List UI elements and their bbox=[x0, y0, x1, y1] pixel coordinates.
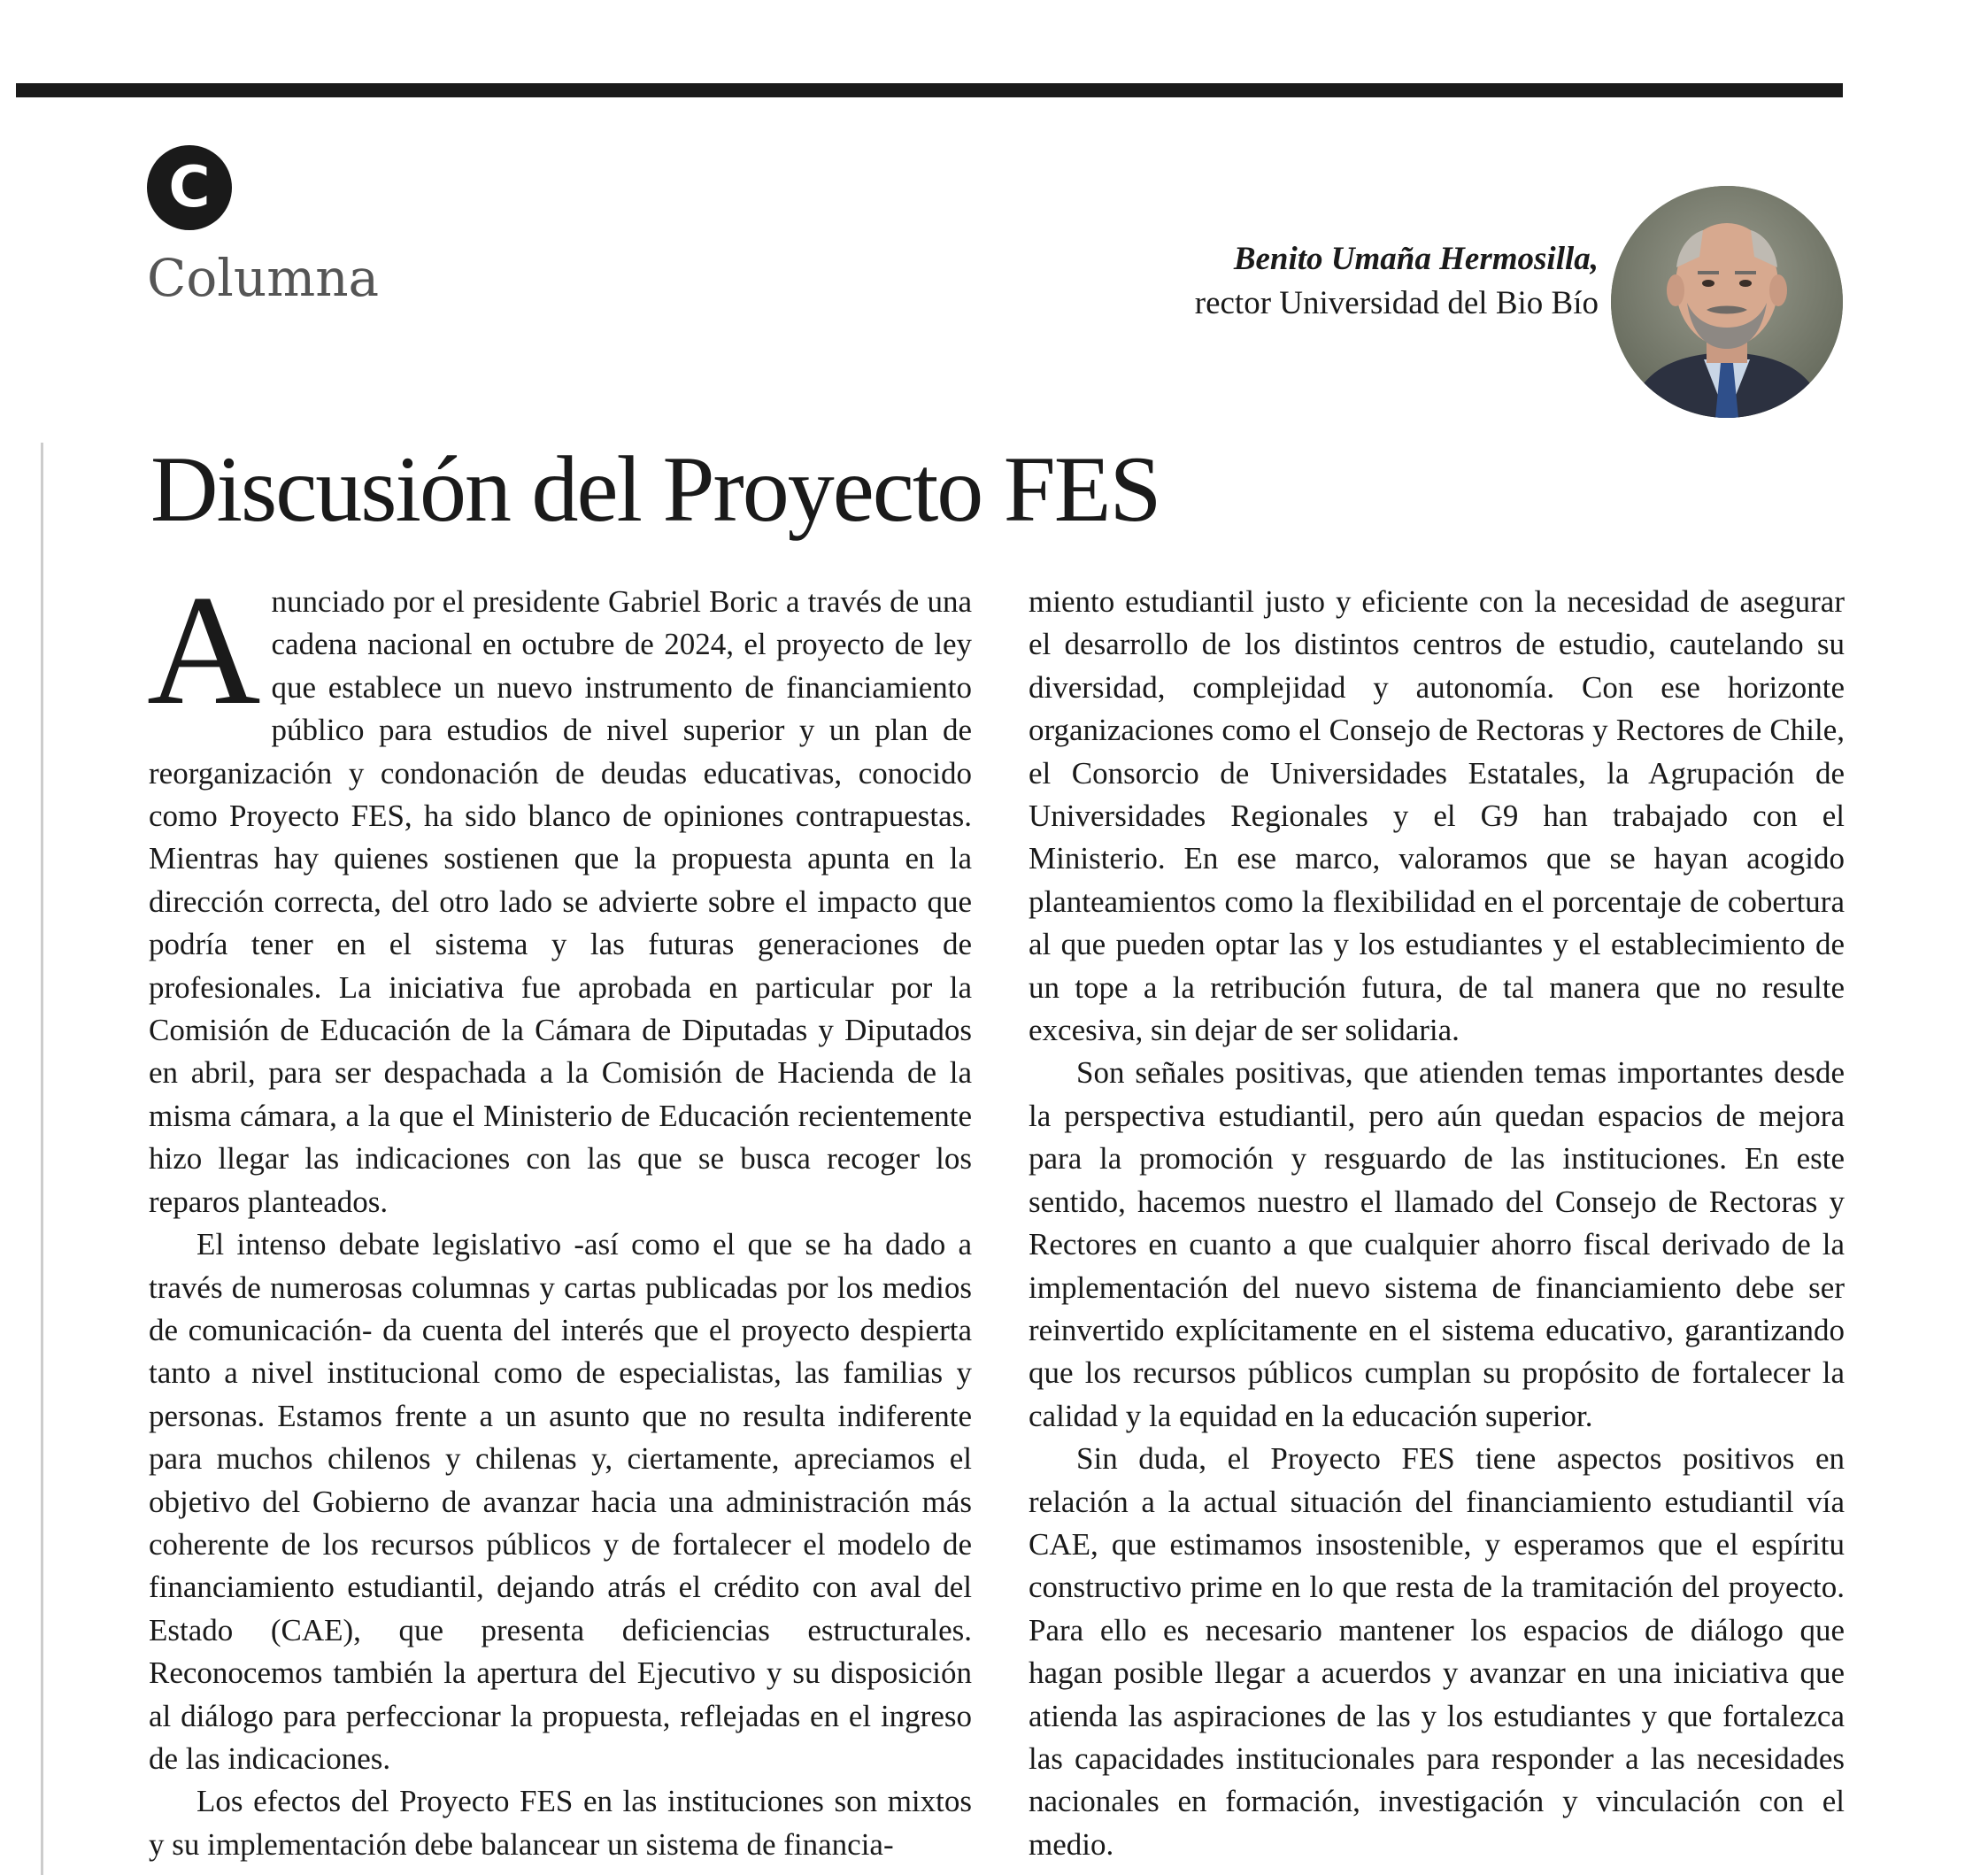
article-paragraph: Los efectos del Proyecto FES en las instituciones son mixtos y su implementación debe balancear un sistema de financia- bbox=[149, 1784, 972, 1862]
section-label: Columna bbox=[147, 248, 380, 308]
author-photo bbox=[1611, 186, 1843, 418]
headline: Discusión del Proyecto FES bbox=[150, 437, 1160, 541]
section-badge: C bbox=[147, 145, 232, 230]
article-paragraph: miento estudiantil justo y eficiente con la necesidad de asegurar el desarrollo de los distintos centros de estudio, cautelando su diversidad, complejidad y autonomía. Con ese horizonte organizaciones como el Consejo de Rectoras y Rectores de Chile, el Consorcio de Universidades Estatales, la Agrupación de Universidades Regionales y el G9 han trabajado con el Ministerio. En ese marco, valoramos que se hayan acogido planteamientos como la flexibilidad en el porcentaje de cobertura al que pueden optar las y los estudiantes y el establecimiento de un tope a la retribución futura, de tal manera que no resulte excesiva, sin dejar de ser solidaria. bbox=[1029, 584, 1845, 1048]
article-paragraph: Sin duda, el Proyecto FES tiene aspectos positivos en relación a la actual situación del financiamiento estudiantil vía CAE, que estimamos insostenible, y esperamos que el espíritu constructivo prime en lo que resta de la tramitación del proyecto. Para ello es necesario mantener los espacios de diálogo que hagan posible llegar a acuerdos y avanzar en una iniciativa que atienda las aspiraciones de las y los estudiantes y que fortalezca las capacidades institucionales para responder a las necesidades nacionales en formación, investigación y vinculación con el medio. bbox=[1029, 1441, 1845, 1862]
article-paragraph: El intenso debate legislativo -así como el que se ha dado a través de numerosas columnas y cartas publicadas por los medios de comunicación- da cuenta del interés que el proyecto despierta tanto a nivel institucional como de especialistas, las familias y personas. Estamos frente a un asunto que no resulta indiferente para muchos chilenos y chilenas y, ciertamente, apreciamos el objetivo del Gobierno de avanzar hacia una administración más coherente de los recursos públicos y de fortalecer el modelo de financiamiento estudiantil, dejando atrás el crédito con aval del Estado (CAE), que presenta deficiencias estructurales. Reconocemos también la apertura del Ejecutivo y su disposición al diálogo para perfeccionar la propuesta, reflejadas en el ingreso de las indicaciones. bbox=[149, 1227, 972, 1776]
byline bbox=[1195, 237, 1599, 326]
top-rule bbox=[16, 83, 1843, 97]
article-right-column bbox=[1029, 581, 1845, 1866]
author-portrait-image bbox=[1611, 186, 1843, 418]
author-role: rector Universidad del Bio Bío bbox=[1194, 285, 1599, 321]
author-name: Benito Umaña Hermosilla, bbox=[1233, 241, 1599, 277]
left-column-rule bbox=[41, 443, 43, 1875]
article-left-column bbox=[147, 562, 972, 1866]
drop-cap: A bbox=[147, 562, 261, 737]
article-paragraph: Anunciado por el presidente Gabriel Boric a través de una cadena nacional en octubre de 2024, el proyecto de ley que establece un nuevo instrumento de financiamiento público para estudios de nivel superior y un plan de reorganización y condonación de deudas educativas, conocido como Proyecto FES, ha sido blanco de opiniones contrapuestas. Mientras hay quienes sostienen que la propuesta apunta en la dirección correcta, del otro lado se advierte sobre el impacto que podría tener en el sistema y las futuras generaciones de profesionales. La iniciativa fue aprobada en particular por la Comisión de Educación de la Cámara de Diputadas y Diputados en abril, para ser despachada a la Comisión de Hacienda de la misma cámara, a la que el Ministerio de Educación recientemente hizo llegar las indicaciones con las que se busca recoger los reparos planteados. bbox=[147, 562, 972, 1219]
article-paragraph: Son señales positivas, que atienden temas importantes desde la perspectiva estudiantil, pero aún quedan espacios de mejora para la promoción y resguardo de las instituciones. En este sentido, hacemos nuestro el llamado del Consejo de Rectoras y Rectores en cuanto a que cualquier ahorro fiscal derivado de la implementación del nuevo sistema de financiamiento debe ser reinvertido explícitamente en el sistema educativo, garantizando que los recursos públicos cumplan su propósito de fortalecer la calidad y la equidad en la educación superior. bbox=[1029, 1055, 1845, 1433]
